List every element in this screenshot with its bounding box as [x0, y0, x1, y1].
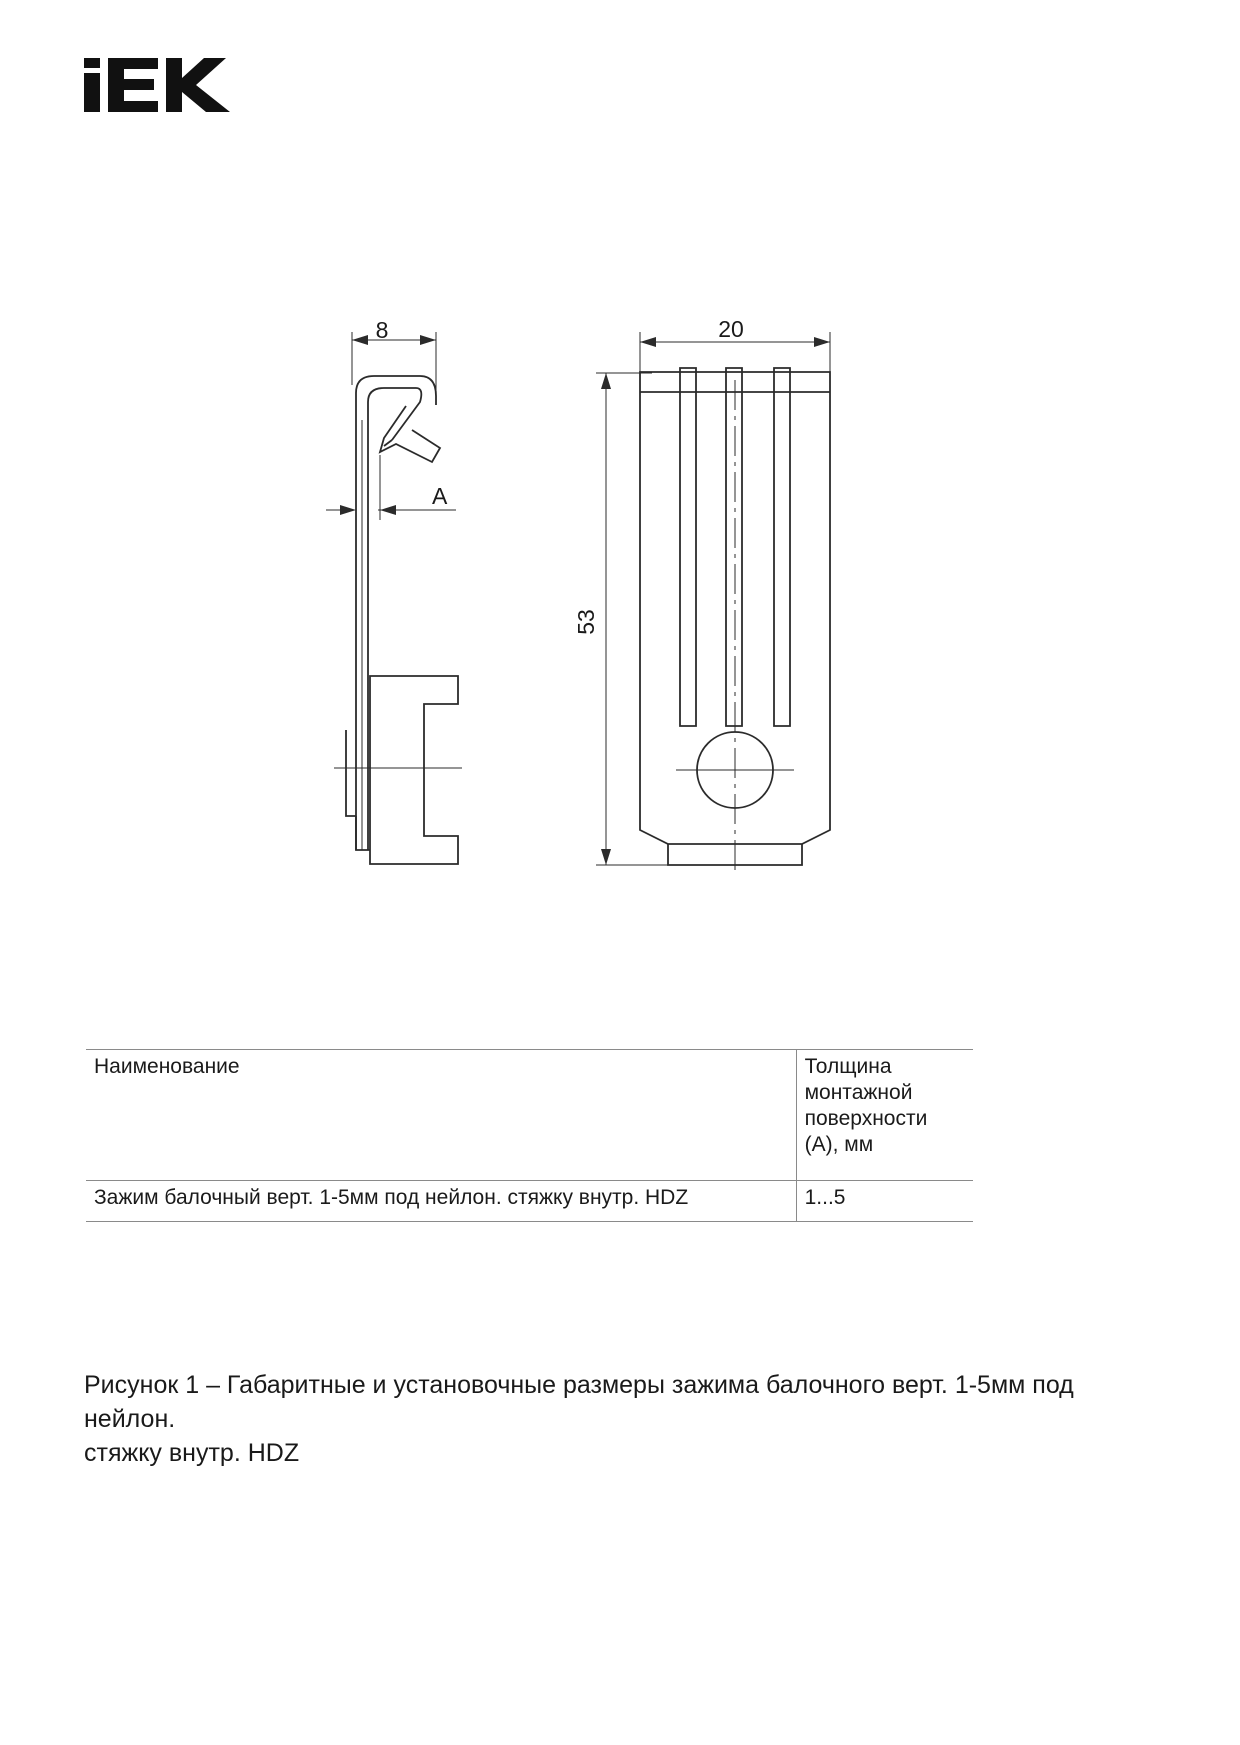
- header-thickness-line: Толщина: [804, 1055, 892, 1078]
- product-name-cell: Зажим балочный верт. 1-5мм под нейлон. стяжку внутр. HDZ: [86, 1181, 796, 1222]
- side-width-dim: 8: [375, 317, 389, 343]
- header-thickness: [796, 1050, 973, 1181]
- table-row: [86, 1181, 973, 1222]
- header-thickness-line: поверхности: [804, 1107, 928, 1130]
- caption-line: Рисунок 1 – Габаритные и установочные размеры зажима балочного верт. 1-5мм под нейлон.: [84, 1371, 1074, 1433]
- header-thickness-line: монтажной: [804, 1081, 913, 1104]
- figure-caption: [84, 1368, 1164, 1470]
- thickness-label-a: A: [432, 483, 448, 509]
- spec-table: [86, 1049, 973, 1222]
- caption-line: стяжку внутр. HDZ: [84, 1439, 300, 1467]
- header-thickness-line: (А), мм: [804, 1133, 874, 1156]
- thickness-cell: 1...5: [796, 1181, 973, 1222]
- table-header-row: [86, 1050, 973, 1181]
- front-height-dim: 53: [573, 609, 599, 635]
- front-width-dim: 20: [718, 316, 744, 342]
- header-name: Наименование: [86, 1050, 796, 1181]
